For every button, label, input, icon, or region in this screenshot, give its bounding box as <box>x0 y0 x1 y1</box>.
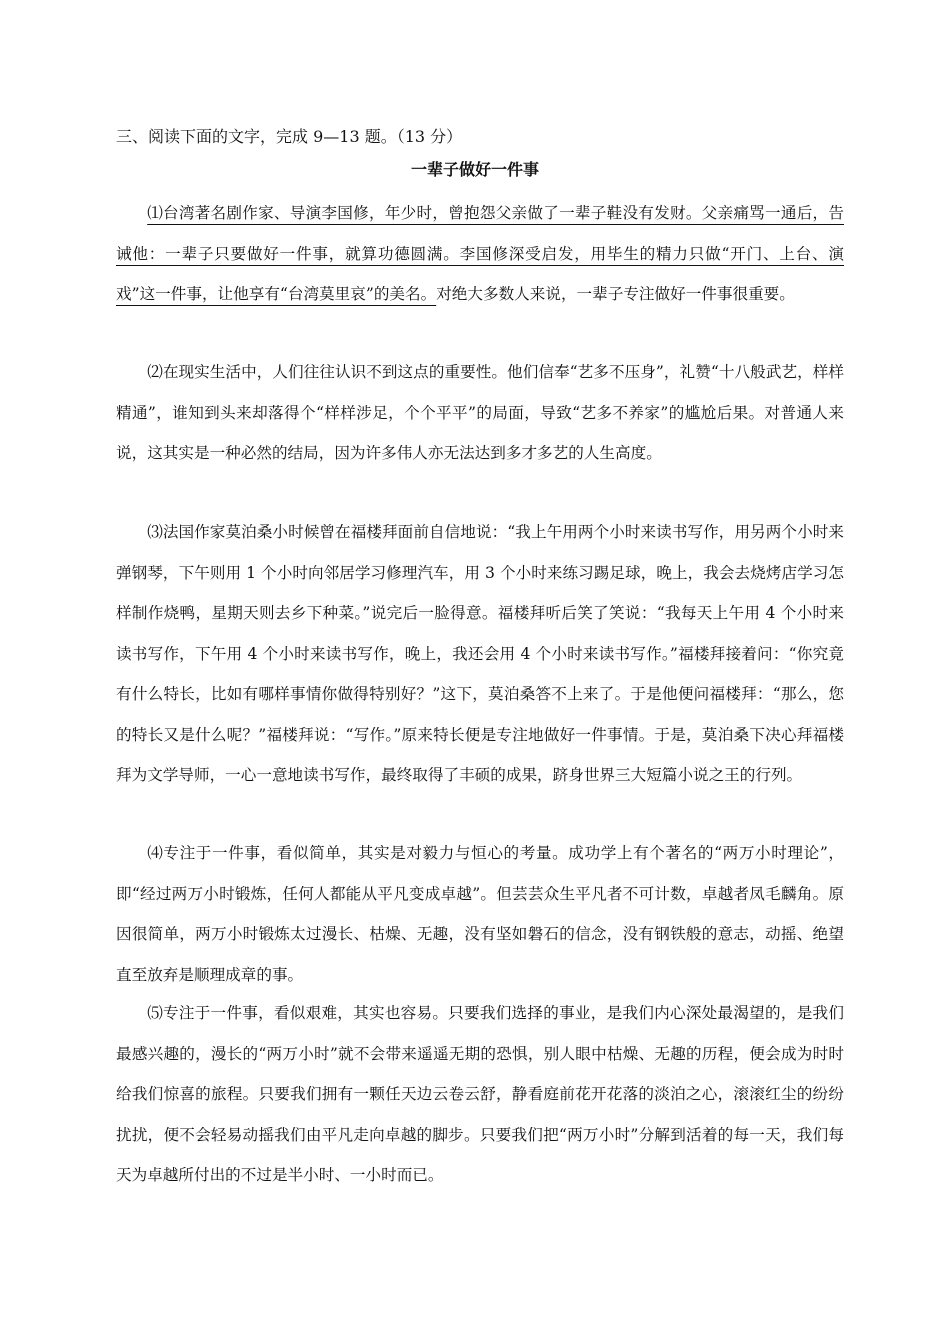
paragraph-1-rest: 对绝大多数人来说，一辈子专注做好一件事很重要。 <box>436 285 795 303</box>
underlined-passage: ⑴台湾著名剧作家、导演李国修，年少时，曾抱怨父亲做了一辈子鞋没有发财。父亲痛骂一通后，告诫他：一辈子只要做好一件事，就算功德圆满。李国修深受启发，用毕生的精力只做“开门、上台、演戏”这一件事，让他享有“台湾莫里哀”的美名。 <box>116 204 844 303</box>
paragraph-2: ⑵在现实生活中，人们往往认识不到这点的重要性。他们信奉“艺多不压身”，礼赞“十八般武艺，样样精通”，谁知到头来却落得个“样样涉足，个个平平”的局面，导致“艺多不养家”的尴尬后果。对普通人来说，这其实是一种必然的结局，因为许多伟人亦无法达到多才多艺的人生高度。 <box>116 363 844 462</box>
paragraph-4: ⑷专注于一件事，看似简单，其实是对毅力与恒心的考量。成功学上有个著名的“两万小时理论”，即“经过两万小时锻炼，任何人都能从平凡变成卓越”。但芸芸众生平凡者不可计数，卓越者凤毛麟角。原因很简单，两万小时锻炼太过漫长、枯燥、无趣，没有坚如磐石的信念，没有钢铁般的意志，动摇、绝望直至放弃是顺理成章的事。 <box>116 844 844 984</box>
paragraph-5: ⑸专注于一件事，看似艰难，其实也容易。只要我们选择的事业，是我们内心深处最渴望的，是我们最感兴趣的，漫长的“两万小时”就不会带来遥遥无期的恐惧，别人眼中枯燥、无趣的历程，便会成为时时给我们惊喜的旅程。只要我们拥有一颗任天边云卷云舒，静看庭前花开花落的淡泊之心，滚滚红尘的纷纷扰扰，便不会轻易动摇我们由平凡走向卓越的脚步。只要我们把“两万小时”分解到活着的每一天，我们每天为卓越所付出的不过是半小时、一小时而已。 <box>116 1004 844 1184</box>
article-title: 一辈子做好一件事 <box>410 160 539 179</box>
paragraph-3: ⑶法国作家莫泊桑小时候曾在福楼拜面前自信地说：“我上午用两个小时来读书写作，用另两个小时来弹钢琴，下午则用 1 个小时向邻居学习修理汽车，用 3 个小时来练习踢足球，晚上，我会去烧烤店学习怎样制作烧鸭，星期天则去乡下种菜。”说完后一脸得意。福楼拜听后笑了笑说：“我每天上午用 4 个小时来读书写作，下午用 4 个小时来读书写作，晚上，我还会用 4 个小时来读书写作。”福楼拜接着问：“你究竟有什么特长，比如有哪样事情你做得特别好？”这下，莫泊桑答不上来了。于是他便问福楼拜：“那么，您的特长又是什么呢？”福楼拜说：“写作。”原来特长便是专注地做好一件事情。于是，莫泊桑下决心拜福楼拜为文学导师，一心一意地读书写作，最终取得了丰硕的成果，跻身世界三大短篇小说之王的行列。 <box>116 523 844 784</box>
section-heading: 三、阅读下面的文字，完成 9—13 题。（13 分） <box>116 127 463 146</box>
paragraph-1 <box>116 193 844 315</box>
